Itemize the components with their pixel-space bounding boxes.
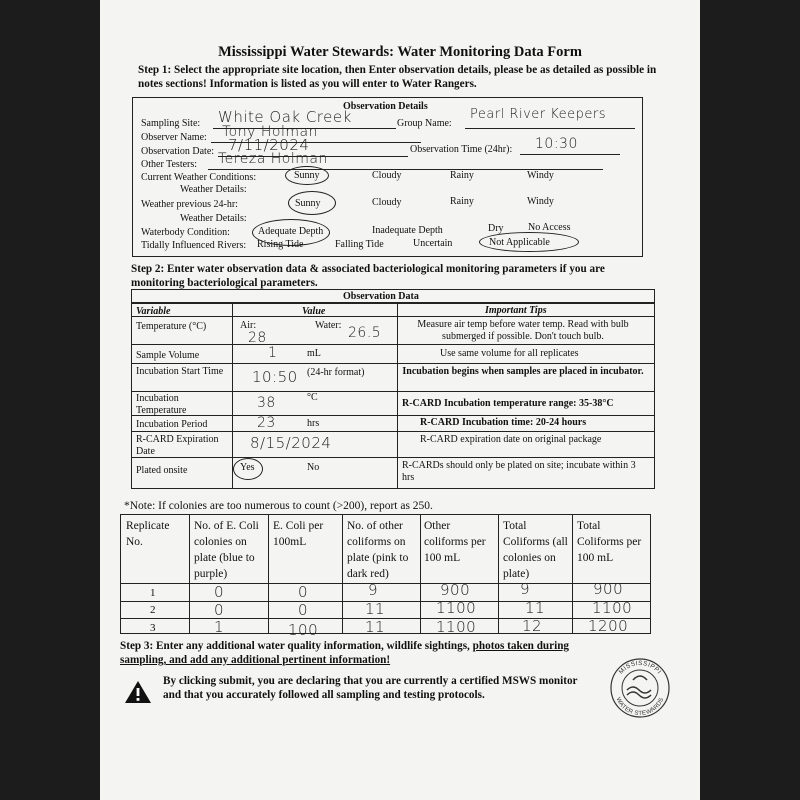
prev-weather-option-sunny[interactable]: Sunny bbox=[295, 198, 321, 209]
step2-instructions: Step 2: Enter water observation data & associated bacteriological monitoring parameters if you are monitoring bacteriological parameters. bbox=[131, 263, 605, 289]
waterbody-option-adequate[interactable]: Adequate Depth bbox=[258, 226, 324, 237]
tidal-label: Tidally Influenced Rivers: bbox=[141, 240, 247, 251]
sampling-site-label: Sampling Site: bbox=[141, 118, 201, 129]
rep2-total-colonies[interactable]: 11 bbox=[525, 599, 546, 617]
observation-time-label: Observation Time (24hr): bbox=[410, 144, 513, 155]
plated-onsite-selected-circle bbox=[233, 458, 263, 480]
rep1-total-per-100[interactable]: 900 bbox=[593, 580, 624, 598]
rcard-expiration-value[interactable]: 8/15/2024 bbox=[250, 434, 332, 452]
observation-data-title: Observation Data bbox=[343, 291, 419, 302]
form-sheet bbox=[100, 0, 700, 800]
declaration-text: By clicking submit, you are declaring that you are currently a certified MSWS monitor and that you accurately followed all sampling and testing protocols. bbox=[163, 675, 578, 701]
weather-option-cloudy[interactable]: Cloudy bbox=[372, 170, 402, 181]
warning-icon bbox=[124, 680, 152, 704]
incubation-period-unit: hrs bbox=[307, 418, 320, 429]
rep2-total-per-100[interactable]: 1100 bbox=[592, 599, 633, 617]
incubation-period-label: Incubation Period bbox=[136, 419, 208, 430]
observer-value[interactable]: Tony Holman bbox=[222, 124, 318, 140]
current-weather-selected-circle bbox=[285, 166, 329, 185]
waterbody-option-dry[interactable]: Dry bbox=[488, 223, 504, 234]
rep1-total-colonies[interactable]: 9 bbox=[520, 580, 531, 598]
header-total-per-100: Total Coliforms per 100 mL bbox=[577, 520, 642, 564]
form-title: Mississippi Water Stewards: Water Monitoring Data Form bbox=[218, 44, 582, 60]
col-tips-header: Important Tips bbox=[485, 305, 547, 316]
observer-label: Observer Name: bbox=[141, 132, 207, 143]
header-total-colonies: Total Coliforms (all colonies on plate) bbox=[503, 520, 568, 580]
incubation-start-value[interactable]: 10:50 bbox=[252, 368, 298, 386]
waterbody-condition-label: Waterbody Condition: bbox=[141, 227, 230, 238]
rep2-ecoli-per-100[interactable]: 0 bbox=[298, 601, 309, 619]
rep3-other-per-100[interactable]: 1100 bbox=[436, 618, 477, 636]
weather-details-label-2: Weather Details: bbox=[180, 213, 247, 224]
seal-top-text: MISSISSIPPI bbox=[617, 659, 663, 676]
temperature-label: Temperature (°C) bbox=[136, 321, 207, 332]
rep1-other-colonies[interactable]: 9 bbox=[368, 581, 379, 599]
rep1-other-per-100[interactable]: 900 bbox=[440, 581, 471, 599]
step1-instructions: Step 1: Select the appropriate site location, then Enter observation details, please be as detailed as possible in notes sections! Information is listed as you will enter to Water Rangers. bbox=[138, 64, 657, 90]
tidal-option-falling[interactable]: Falling Tide bbox=[335, 239, 384, 250]
group-name-label: Group Name: bbox=[397, 118, 452, 129]
rep1-ecoli-per-100[interactable]: 0 bbox=[298, 583, 309, 601]
weather-details-label: Weather Details: bbox=[180, 184, 247, 195]
weather-option-windy[interactable]: Windy bbox=[527, 170, 554, 181]
weather-option-rainy[interactable]: Rainy bbox=[450, 170, 474, 181]
rep1-no: 1 bbox=[150, 587, 156, 599]
weather-option-sunny[interactable]: Sunny bbox=[294, 170, 320, 181]
air-label: Air: bbox=[240, 320, 257, 331]
plated-onsite-yes[interactable]: Yes bbox=[240, 462, 255, 473]
tidal-selected-circle bbox=[479, 232, 579, 252]
waterbody-option-inadequate[interactable]: Inadequate Depth bbox=[372, 225, 443, 236]
sample-volume-value[interactable]: 1 bbox=[268, 345, 278, 361]
sample-volume-tip: Use same volume for all replicates bbox=[440, 348, 579, 359]
plated-onsite-tip: R-CARDs should only be plated on site; incubate within 3 hrs bbox=[402, 460, 636, 483]
incubation-period-value[interactable]: 23 bbox=[257, 415, 276, 431]
observation-time-value[interactable]: 10:30 bbox=[535, 136, 578, 152]
rep3-total-per-100[interactable]: 1200 bbox=[588, 617, 629, 635]
header-other-colonies: No. of other coliforms on plate (pink to dark red) bbox=[347, 520, 409, 580]
previous-weather-label: Weather previous 24-hr: bbox=[141, 199, 238, 210]
rep2-other-colonies[interactable]: 11 bbox=[365, 600, 386, 618]
header-ecoli-colonies: No. of E. Coli colonies on plate (blue to purple) bbox=[194, 520, 259, 580]
plated-onsite-label: Plated onsite bbox=[136, 465, 188, 476]
other-testers-value[interactable]: Tereza Holman bbox=[218, 151, 328, 167]
incubation-temp-value[interactable]: 38 bbox=[257, 395, 276, 411]
water-temp-value[interactable]: 26.5 bbox=[348, 325, 382, 341]
incubation-start-label: Incubation Start Time bbox=[136, 366, 224, 377]
step3-instructions bbox=[120, 639, 600, 667]
header-other-per-100: Other coliforms per 100 mL bbox=[424, 520, 486, 564]
rcard-expiration-label: R-CARD Expiration Date bbox=[136, 434, 219, 457]
air-temp-value[interactable]: 28 bbox=[248, 330, 267, 346]
svg-text:WATER STEWARDS bbox=[615, 697, 666, 717]
incubation-temp-unit: °C bbox=[307, 392, 318, 403]
rep3-other-colonies[interactable]: 11 bbox=[365, 618, 386, 636]
incubation-temp-tip: R-CARD Incubation temperature range: 35-38°C bbox=[402, 398, 614, 409]
sample-volume-unit: mL bbox=[307, 348, 321, 359]
incubation-period-tip: R-CARD Incubation time: 20-24 hours bbox=[420, 417, 587, 428]
rep1-ecoli-colonies[interactable]: 0 bbox=[214, 583, 225, 601]
msws-seal-logo bbox=[609, 650, 671, 730]
incubation-temp-label: Incubation Temperature bbox=[136, 393, 187, 416]
step3-text: Step 3: Enter any additional water quality information, wildlife sightings, bbox=[120, 640, 473, 652]
water-label: Water: bbox=[315, 320, 342, 331]
rep2-no: 2 bbox=[150, 604, 156, 616]
temperature-tip: Measure air temp before water temp. Read with bulb submerged if possible. Don't touch bulb. bbox=[417, 319, 629, 342]
col-variable-header: Variable bbox=[136, 306, 171, 317]
seal-bottom-text: WATER STEWARDS bbox=[614, 696, 666, 718]
step3-photos-link[interactable]: photos taken during sampling, and add any additional pertinent information! bbox=[120, 640, 570, 666]
svg-text:MISSISSIPPI bbox=[618, 660, 663, 676]
observation-date-label: Observation Date: bbox=[141, 146, 215, 157]
rep3-ecoli-per-100[interactable]: 100 bbox=[288, 621, 319, 639]
sample-volume-label: Sample Volume bbox=[136, 350, 200, 361]
incubation-start-tip: Incubation begins when samples are placed in incubator. bbox=[402, 366, 644, 377]
col-value-header: Value bbox=[302, 306, 326, 317]
sampling-site-value[interactable]: White Oak Creek bbox=[218, 108, 352, 126]
prev-weather-option-cloudy[interactable]: Cloudy bbox=[372, 197, 402, 208]
rep3-total-colonies[interactable]: 12 bbox=[522, 617, 543, 635]
rep3-no: 3 bbox=[150, 622, 156, 634]
header-ecoli-per-100: E. Coli per 100mL bbox=[273, 520, 324, 548]
observation-details-title: Observation Details bbox=[343, 101, 428, 112]
rcard-expiration-tip: R-CARD expiration date on original package bbox=[420, 434, 602, 445]
rep2-ecoli-colonies[interactable]: 0 bbox=[214, 601, 225, 619]
incubation-start-unit: (24-hr format) bbox=[307, 367, 365, 378]
plated-onsite-no[interactable]: No bbox=[307, 462, 320, 473]
rep2-other-per-100[interactable]: 1100 bbox=[436, 599, 477, 617]
rep3-ecoli-colonies[interactable]: 1 bbox=[214, 618, 225, 636]
prev-weather-option-rainy[interactable]: Rainy bbox=[450, 196, 474, 207]
prev-weather-option-windy[interactable]: Windy bbox=[527, 196, 554, 207]
previous-weather-selected-circle bbox=[288, 191, 336, 215]
header-replicate: Replicate No. bbox=[126, 520, 170, 548]
tidal-option-rising[interactable]: Rising Tide bbox=[257, 239, 304, 250]
observation-date-value[interactable]: 7/11/2024 bbox=[228, 136, 310, 154]
tidal-option-not-applicable[interactable]: Not Applicable bbox=[489, 237, 550, 248]
waterbody-option-no-access[interactable]: No Access bbox=[528, 222, 571, 233]
tidal-option-uncertain[interactable]: Uncertain bbox=[413, 238, 453, 249]
group-name-value[interactable]: Pearl River Keepers bbox=[470, 107, 606, 122]
current-weather-label: Current Weather Conditions: bbox=[141, 172, 257, 183]
other-testers-label: Other Testers: bbox=[141, 159, 198, 170]
colonies-note: *Note: If colonies are too numerous to count (>200), report as 250. bbox=[124, 500, 433, 512]
